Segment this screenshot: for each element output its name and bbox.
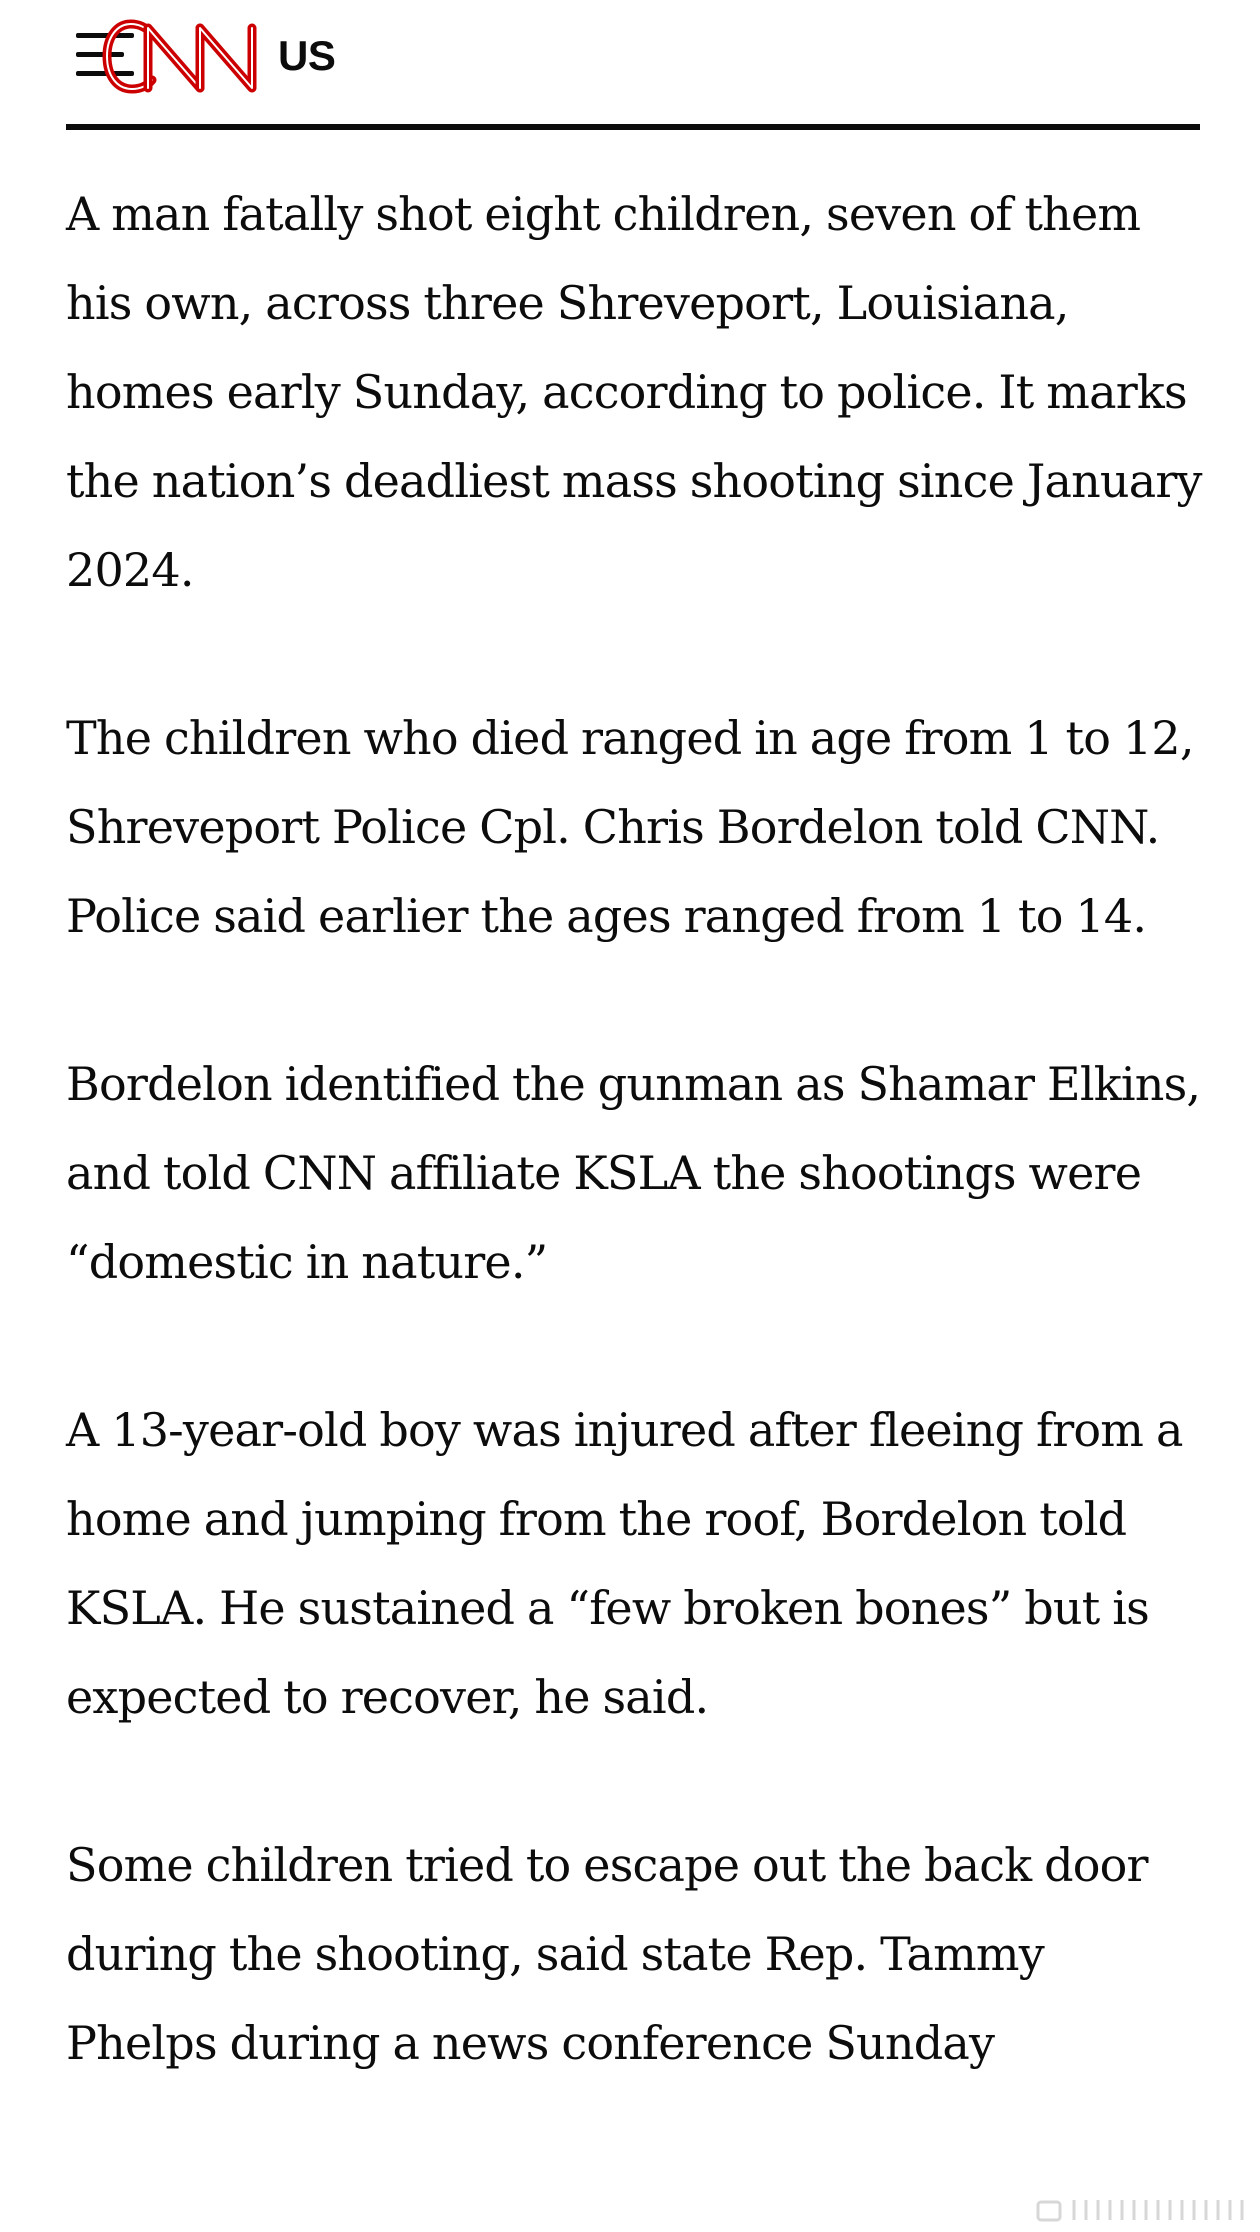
article-paragraph: Bordelon identified the gunman as Shamar Elkins, and told CNN affiliate KSLA the shootings were “domestic in nature.” bbox=[66, 1057, 1201, 1289]
article-paragraph: The children who died ranged in age from 1 to 12, Shreveport Police Cpl. Chris Bordelon told CNN. Police said earlier the ages ranged from 1 to 14. bbox=[66, 711, 1194, 943]
header-divider bbox=[66, 124, 1200, 130]
section-label-us[interactable]: US bbox=[278, 32, 336, 79]
cnn-logo[interactable] bbox=[102, 18, 258, 96]
article-paragraph: A man fatally shot eight children, seven of them his own, across three Shreveport, Louisiana, homes early Sunday, according to police. It marks the nation’s deadliest mass shooting since January 2024. bbox=[66, 187, 1202, 597]
watermark-icon bbox=[1034, 2190, 1254, 2230]
article-paragraph: Some children tried to escape out the back door during the shooting, said state Rep. Tammy Phelps during a news conference Sunday bbox=[66, 1838, 1148, 2070]
article-body bbox=[66, 170, 1206, 2167]
article-paragraph: A 13-year-old boy was injured after fleeing from a home and jumping from the roof, Bordelon told KSLA. He sustained a “few broken bones” but is expected to recover, he said. bbox=[66, 1403, 1183, 1724]
